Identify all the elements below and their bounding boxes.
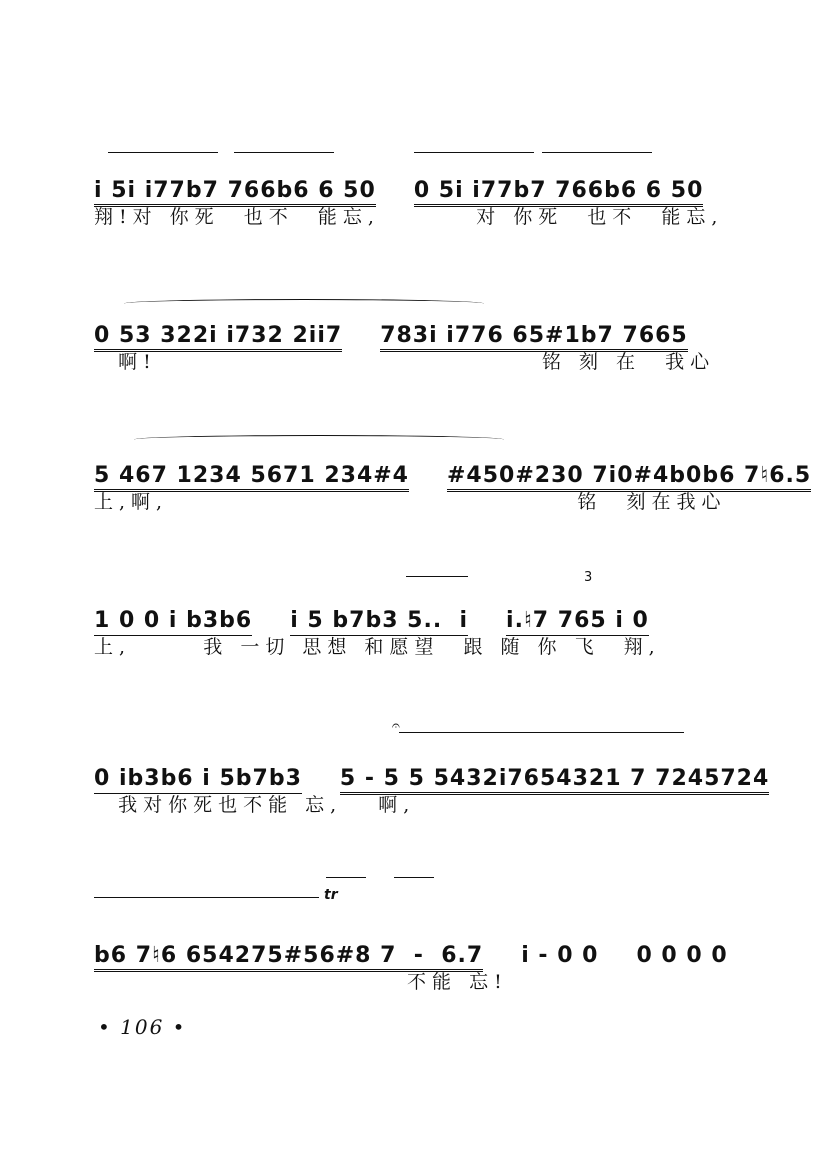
note-group: 0 ib3b6 i 5b7b3 xyxy=(94,766,302,794)
decrescendo-hairpin xyxy=(234,152,334,153)
notation-row xyxy=(94,930,728,972)
score-line-4 xyxy=(94,570,686,660)
lyrics-row: 不能 忘! xyxy=(94,971,508,993)
crescendo-hairpin xyxy=(326,877,366,878)
note-group: i 5 b7b3 5.. i xyxy=(290,608,468,636)
decrescendo-hairpin xyxy=(542,152,652,153)
score-line-3 xyxy=(94,425,812,515)
note-group: 5 467 1234 5671 234#4 xyxy=(94,463,409,492)
page-number: • 106 • xyxy=(98,1015,187,1039)
note-group: b6 7♮6 654275#56#8 7 - 6.7 xyxy=(94,943,483,972)
crescendo-hairpin xyxy=(406,576,468,577)
lyrics-row: 啊! 铭 刻 在 我心 xyxy=(94,351,716,373)
note-group: i 5i i77b7 766b6 6 50 xyxy=(94,178,376,207)
crescendo-hairpin xyxy=(108,152,218,153)
note-group: 0 5i i77b7 766b6 6 50 xyxy=(414,178,704,207)
crescendo-hairpin xyxy=(414,152,534,153)
score-line-1 xyxy=(94,140,724,230)
slur xyxy=(124,299,484,308)
note-group: 5 - 5 5 5432i7654321 7 7245724 xyxy=(340,766,769,795)
note-group: i.♮7 765 i 0 xyxy=(506,608,649,636)
slur xyxy=(134,435,504,444)
lyrics-row: 翔!对 你死 也不 能忘, 对 你死 也不 能忘, xyxy=(94,206,724,228)
fermata-icon: 𝄐 xyxy=(392,718,400,734)
note-group: #450#230 7i0#4b0b6 7♮6.5 xyxy=(447,463,811,492)
note-group: 0 0 0 0 xyxy=(636,943,728,968)
lyrics-row: 上,啊, 铭 刻在我心 xyxy=(94,491,727,513)
score-line-2 xyxy=(94,285,716,375)
trill-mark: tr xyxy=(324,887,338,903)
score-line-5 xyxy=(94,718,770,818)
note-group: 0 53 322i i732 2ii7 xyxy=(94,323,342,352)
notation-row xyxy=(94,165,704,207)
notation-row xyxy=(94,450,812,492)
beam-line xyxy=(399,732,684,733)
notation-row xyxy=(94,310,686,352)
note-group: 1 0 0 i b3b6 xyxy=(94,608,252,636)
score-line-6 xyxy=(94,887,728,995)
note-group: i - 0 0 xyxy=(521,943,599,968)
beam-line xyxy=(94,897,319,898)
note-group: 783i i776 65#1b7 7665 xyxy=(380,323,688,352)
notation-row xyxy=(94,595,686,636)
lyrics-row: 上, 我 一切 思想 和愿望 跟 随 你 飞 翔, xyxy=(94,636,661,658)
notation-row xyxy=(94,753,770,795)
triplet-mark: 3 xyxy=(584,570,593,585)
lyrics-row: 我对你死也不能 忘, 啊, xyxy=(94,794,416,816)
decrescendo-hairpin xyxy=(394,877,434,878)
